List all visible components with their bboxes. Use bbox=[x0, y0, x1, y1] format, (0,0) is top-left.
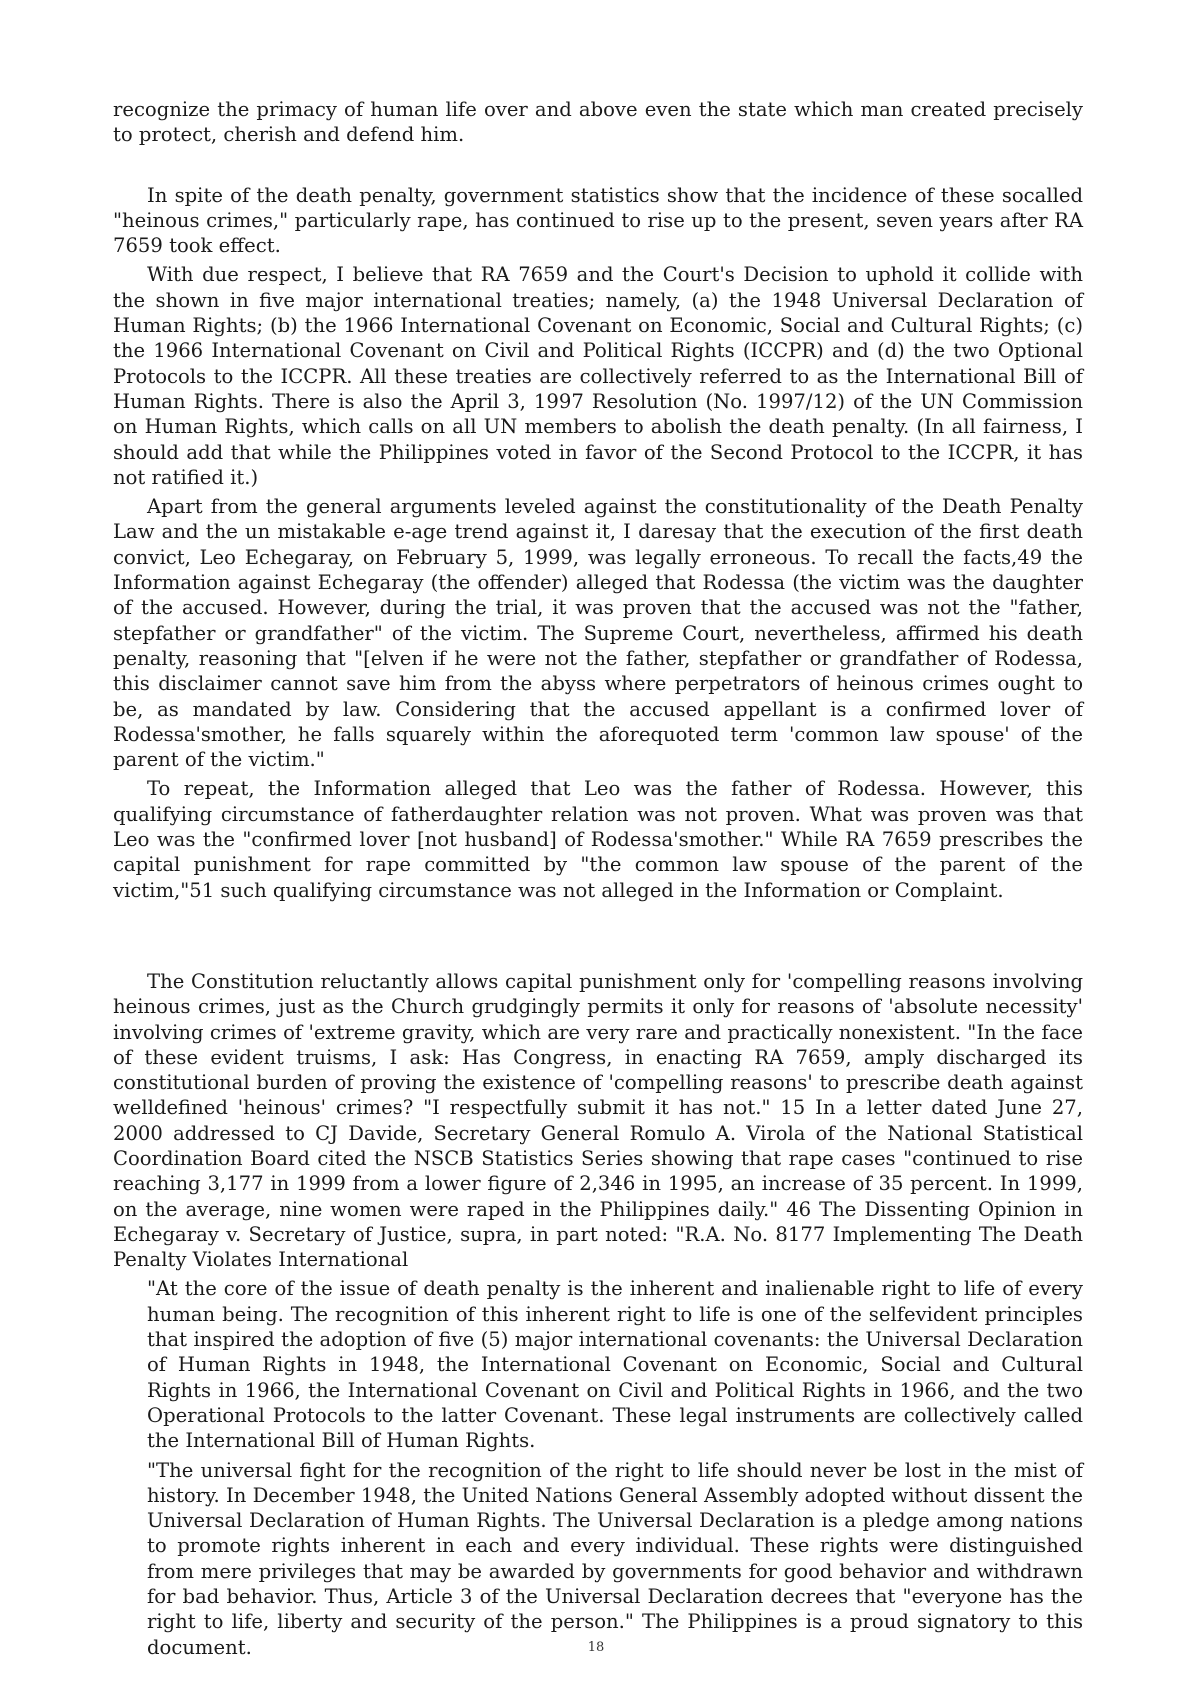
paragraph-constitution: The Constitution reluctantly allows capital punishment only for 'compelling reasons involving heinous crimes, just as the Church grudgingly permits it only for reasons of 'absolute necessity' involving crimes of 'extreme gravity, which are very rare and practically nonexistent. "In the face of these evident truisms, I ask: Has Congress, in enacting RA 7659, amply discharged its constitutional burden of proving the existence of 'compelling reasons' to prescribe death against welldefined 'heinous' crimes? "I respectfully submit it has not." 15 In a letter dated June 27, 2000 addressed to CJ Davide, Secretary General Romulo A. Virola of the National Statistical Coordination Board cited the NSCB Statistics Series showing that rape cases "continued to rise reaching 3,177 in 1999 from a lower figure of 2,346 in 1995, an increase of 35 percent. In 1999, on the average, nine women were raped in the Philippines daily." 46 The Dissenting Opinion in Echegaray v. Secretary of Justice, supra, in part noted: "R.A. No. 8177 Implementing The Death Penalty Violates International bbox=[113, 969, 1083, 1272]
paragraph-information: To repeat, the Information alleged that Leo was the father of Rodessa. However, this qualifying circumstance of fatherdaughter relation was not proven. What was proven was that Leo was the "confirmed lover [not husband] of Rodessa'smother." While RA 7659 prescribes the capital punishment for rape committed by "the common law spouse of the parent of the victim,"51 such qualifying circumstance was not alleged in the Information or Complaint. bbox=[113, 777, 1083, 902]
block-quote-right-to-life: "At the core of the issue of death penalty is the inherent and inalienable right to life of every human being. The recognition of this inherent right to life is one of the selfevident principles that inspired the adoption of five (5) major international covenants: the Universal Declaration of Human Rights in 1948, the International Covenant on Economic, Social and Cultural Rights in 1966, the International Covenant on Civil and Political Rights in 1966, and the two Operational Protocols to the latter Covenant. These legal instruments are collectively called the International Bill of Human Rights. bbox=[147, 1277, 1083, 1453]
paragraph-continuation: recognize the primacy of human life over and above even the state which man created precisely to protect, cherish and defend him. bbox=[113, 98, 1083, 147]
paragraph-statistics: In spite of the death penalty, government statistics show that the incidence of these socalled "heinous crimes," particularly rape, has continued to rise up to the present, seven years after RA 7659 took effect. bbox=[113, 183, 1083, 258]
block-quote-universal-declaration: "The universal fight for the recognition of the right to life should never be lost in the mist of history. In December 1948, the United Nations General Assembly adopted without dissent the Universal Declaration of Human Rights. The Universal Declaration is a pledge among nations to promote rights inherent in each and every individual. These rights were distinguished from mere privileges that may be awarded by governments for good behavior and withdrawn for bad behavior. Thus, Article 3 of the Universal Declaration decrees that "everyone has the right to life, liberty and security of the person." The Philippines is a proud signatory to this document. bbox=[147, 1458, 1083, 1659]
page-number: 18 bbox=[587, 1640, 605, 1655]
document-body bbox=[113, 97, 1083, 1660]
paragraph-treaties: With due respect, I believe that RA 7659 and the Court's Decision to uphold it collide with the shown in five major international treaties; namely, (a) the 1948 Universal Declaration of Human Rights; (b) the 1966 International Covenant on Economic, Social and Cultural Rights; (c) the 1966 International Covenant on Civil and Political Rights (ICCPR) and (d) the two Optional Protocols to the ICCPR. All these treaties are collectively referred to as the International Bill of Human Rights. There is also the April 3, 1997 Resolution (No. 1997/12) of the UN Commission on Human Rights, which calls on all UN members to abolish the death penalty. (In all fairness, I should add that while the Philippines voted in favor of the Second Protocol to the ICCPR, it has not ratified it.) bbox=[113, 263, 1083, 489]
paragraph-echegaray: Apart from the general arguments leveled against the constitutionality of the Death Penalty Law and the un mistakable e-age trend against it, I daresay that the execution of the first death convict, Leo Echegaray, on February 5, 1999, was legally erroneous. To recall the facts,49 the Information against Echegaray (the offender) alleged that Rodessa (the victim was the daughter of the accused. However, during the trial, it was proven that the accused was not the "father, stepfather or grandfather" of the victim. The Supreme Court, nevertheless, affirmed his death penalty, reasoning that "[elven if he were not the father, stepfather or grandfather of Rodessa, this disclaimer cannot save him from the abyss where perpetrators of heinous crimes ought to be, as mandated by law. Considering that the accused appellant is a confirmed lover of Rodessa'smother, he falls squarely within the aforequoted term 'common law spouse' of the parent of the victim." bbox=[113, 495, 1083, 772]
